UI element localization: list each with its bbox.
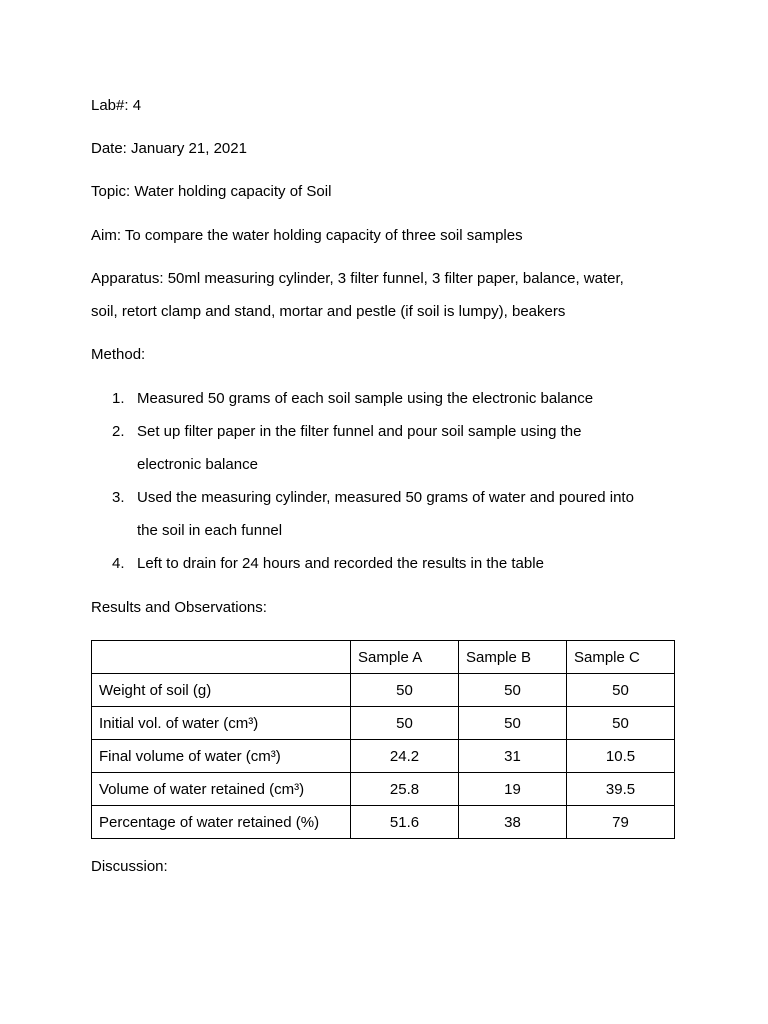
row-label: Percentage of water retained (%) (92, 806, 351, 839)
method-heading: Method: (91, 346, 146, 363)
column-header-sample-a: Sample A (351, 641, 459, 674)
table-cell: 19 (459, 773, 567, 806)
method-item-number: 3. (112, 489, 125, 506)
method-item-text-continued: the soil in each funnel (137, 522, 283, 539)
table-cell: 50 (459, 707, 567, 740)
method-item-text: Left to drain for 24 hours and recorded the results in the table (137, 555, 544, 572)
topic-line: Topic: Water holding capacity of Soil (91, 183, 332, 200)
lab-number: Lab#: 4 (91, 97, 142, 114)
table-row (92, 707, 675, 740)
row-label: Final volume of water (cm³) (92, 740, 351, 773)
table-cell: 50 (567, 674, 675, 707)
method-item-number: 1. (112, 390, 125, 407)
table-row (92, 806, 675, 839)
apparatus-line-2: soil, retort clamp and stand, mortar and pestle (if soil is lumpy), beakers (91, 303, 566, 320)
row-label: Initial vol. of water (cm³) (92, 707, 351, 740)
results-heading: Results and Observations: (91, 599, 267, 616)
table-cell: 24.2 (351, 740, 459, 773)
column-header-sample-c: Sample C (567, 641, 675, 674)
table-row (92, 773, 675, 806)
method-item-text-continued: electronic balance (137, 456, 258, 473)
table-row (92, 740, 675, 773)
aim-line: Aim: To compare the water holding capacity of three soil samples (91, 227, 523, 244)
table-cell: 50 (459, 674, 567, 707)
method-item-number: 2. (112, 423, 125, 440)
table-cell: 31 (459, 740, 567, 773)
method-item-text: Used the measuring cylinder, measured 50 grams of water and poured into (137, 489, 634, 506)
column-header-sample-b: Sample B (459, 641, 567, 674)
table-cell: 50 (351, 707, 459, 740)
date-line: Date: January 21, 2021 (91, 140, 247, 157)
results-table (91, 640, 675, 839)
apparatus-line-1: Apparatus: 50ml measuring cylinder, 3 filter funnel, 3 filter paper, balance, water, (91, 270, 624, 287)
table-corner-cell (92, 641, 351, 674)
method-item-text: Measured 50 grams of each soil sample using the electronic balance (137, 390, 594, 407)
table-cell: 38 (459, 806, 567, 839)
row-label: Volume of water retained (cm³) (92, 773, 351, 806)
table-cell: 39.5 (567, 773, 675, 806)
method-item-number: 4. (112, 555, 125, 572)
table-cell: 10.5 (567, 740, 675, 773)
table-cell: 79 (567, 806, 675, 839)
table-row (92, 674, 675, 707)
table-cell: 25.8 (351, 773, 459, 806)
method-item-text: Set up filter paper in the filter funnel and pour soil sample using the (137, 423, 582, 440)
table-header-row (92, 641, 675, 674)
table-cell: 51.6 (351, 806, 459, 839)
table-cell: 50 (567, 707, 675, 740)
row-label: Weight of soil (g) (92, 674, 351, 707)
discussion-heading: Discussion: (91, 858, 168, 875)
table-cell: 50 (351, 674, 459, 707)
